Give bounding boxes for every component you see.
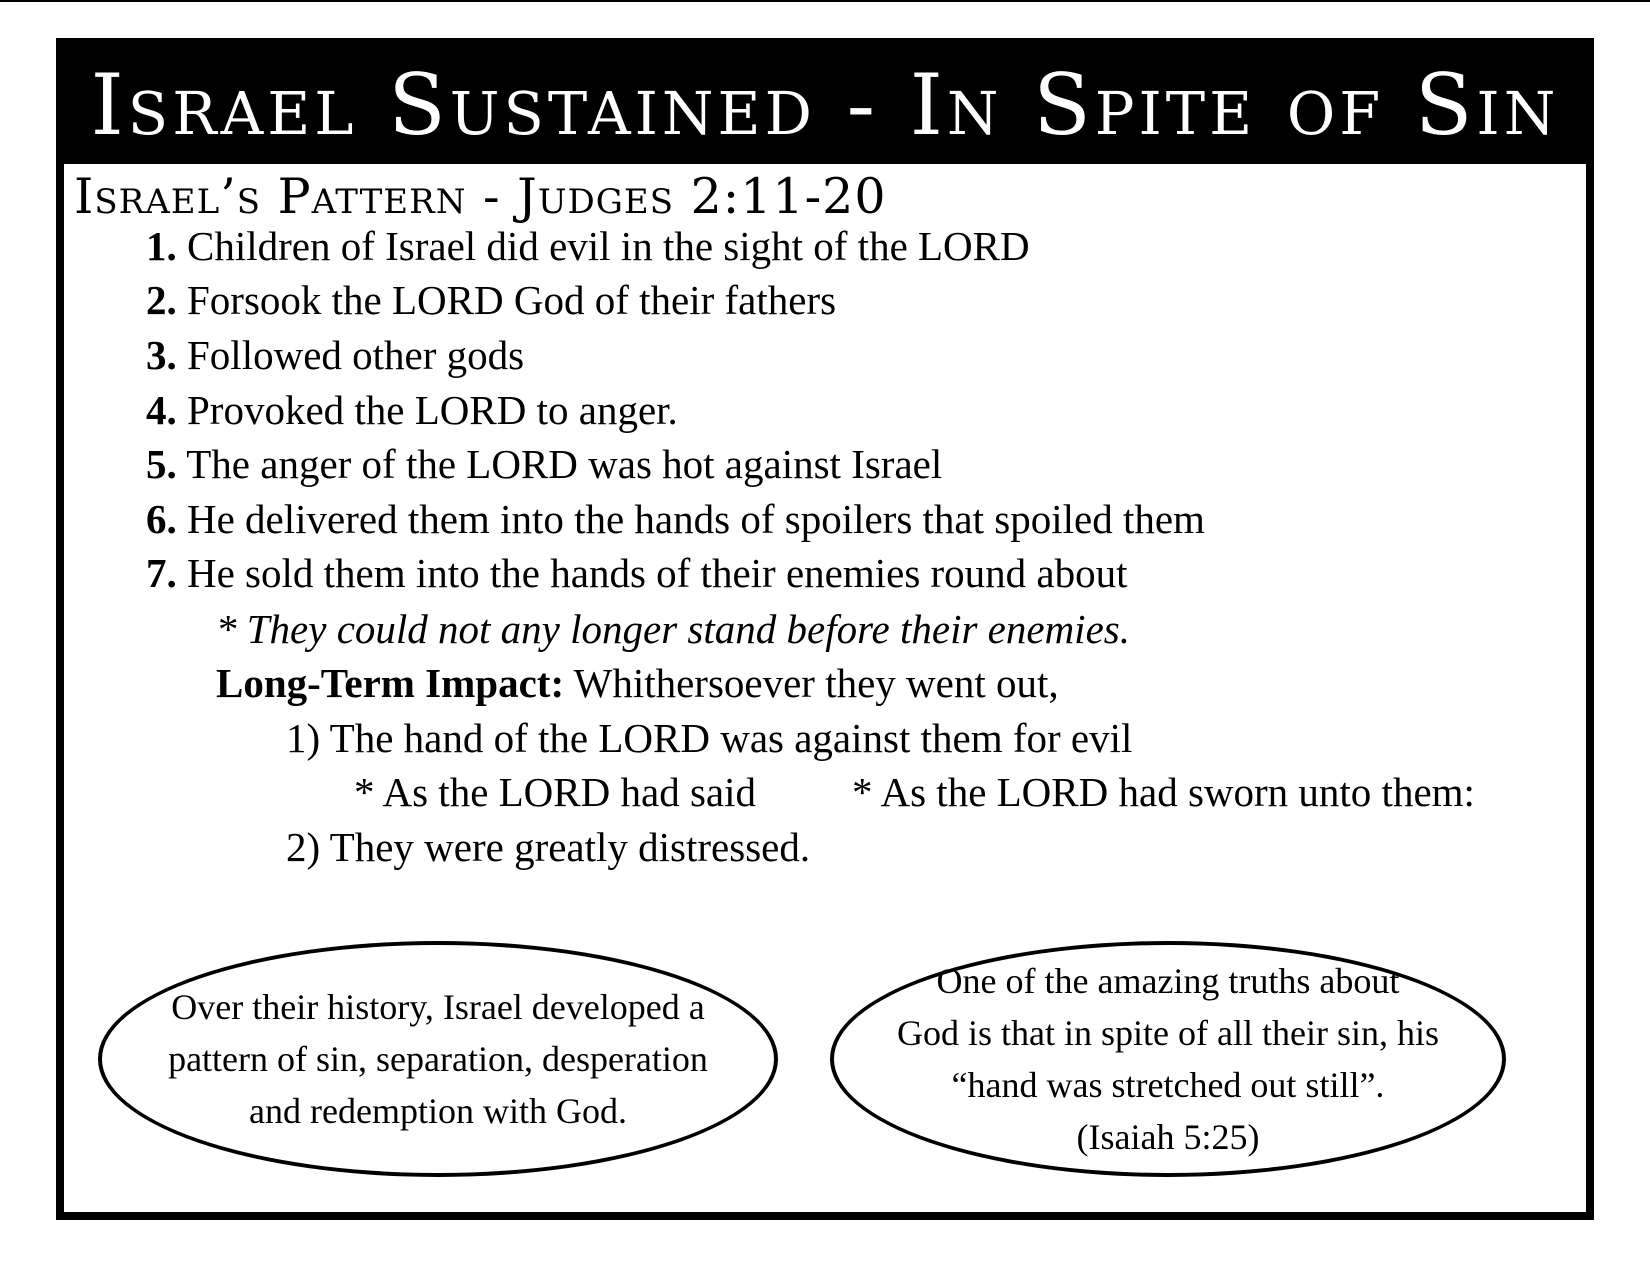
item-number: 2.: [146, 277, 177, 323]
impact-point-2: [286, 824, 811, 870]
item-number: 1.: [146, 223, 177, 269]
item-text: Provoked the LORD to anger.: [187, 387, 678, 433]
point-number: 2): [286, 824, 321, 870]
item-text: Followed other gods: [187, 332, 525, 378]
pattern-item-6: [146, 496, 1205, 542]
page-frame: [56, 38, 1594, 1220]
page-title: Israel Sustained - In Spite of Sin: [90, 56, 1560, 154]
pattern-item-2: [146, 277, 837, 323]
callout-line: pattern of sin, separation, desperation: [168, 1039, 708, 1079]
callout-right-text: [897, 955, 1439, 1163]
section-heading: Israel’s Pattern - Judges 2:11-20: [74, 168, 887, 225]
callout-line: “hand was stretched out still”.: [951, 1065, 1385, 1105]
item-text: Children of Israel did evil in the sight of the LORD: [187, 223, 1030, 269]
callout-left-text: [168, 981, 708, 1137]
item-number: 3.: [146, 332, 177, 378]
impact-text: Whithersoever they went out,: [573, 660, 1059, 706]
callout-line: Over their history, Israel developed a: [171, 987, 705, 1027]
point-text: They were greatly distressed.: [329, 824, 811, 870]
callout-left: [98, 941, 778, 1177]
item-number: 7.: [146, 550, 177, 596]
item-text: He delivered them into the hands of spoilers that spoiled them: [187, 496, 1205, 542]
item-text: The anger of the LORD was hot against Israel: [186, 441, 943, 487]
item-number: 6.: [146, 496, 177, 542]
item-text: He sold them into the hands of their enemies round about: [187, 550, 1128, 596]
long-term-impact: [216, 660, 1059, 706]
callout-line: (Isaiah 5:25): [1076, 1117, 1260, 1157]
pattern-item-1: [146, 223, 1030, 269]
pattern-item-5: [146, 441, 943, 487]
item-text: Forsook the LORD God of their fathers: [187, 277, 837, 323]
callout-line: God is that in spite of all their sin, his: [897, 1013, 1439, 1053]
pattern-item-3: [146, 332, 525, 378]
pattern-item-4: [146, 387, 678, 433]
callout-line: One of the amazing truths about: [936, 961, 1400, 1001]
callout-line: and redemption with God.: [249, 1091, 627, 1131]
pattern-item-7: [146, 550, 1128, 596]
title-banner: [64, 46, 1586, 164]
sub-note-said: * As the LORD had said: [354, 769, 756, 815]
impact-label: Long-Term Impact:: [216, 660, 565, 706]
impact-point-1: [286, 715, 1133, 761]
item-number: 4.: [146, 387, 177, 433]
top-rule: [0, 0, 1650, 2]
item-number: 5.: [146, 441, 177, 487]
sub-note-sworn: * As the LORD had sworn unto them:: [852, 769, 1475, 815]
enemies-note: * They could not any longer stand before their enemies.: [216, 606, 1130, 652]
point-text: The hand of the LORD was against them for evil: [329, 715, 1133, 761]
callout-right: [830, 941, 1506, 1177]
point-number: 1): [286, 715, 321, 761]
